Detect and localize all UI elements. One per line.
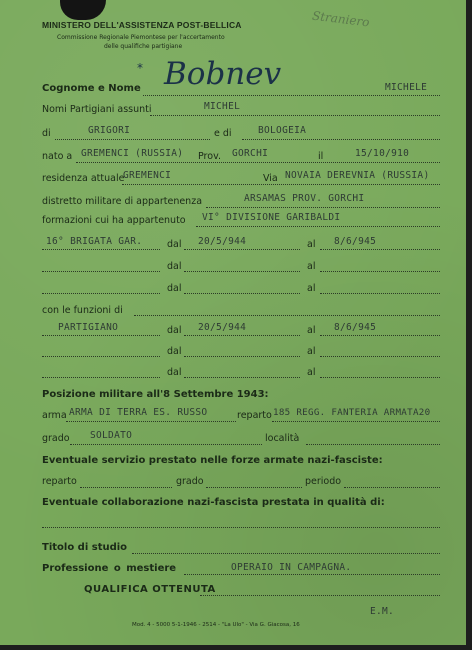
father-label: di xyxy=(42,128,51,139)
department-label: reparto xyxy=(237,410,272,421)
pencil-note: Straniero xyxy=(311,8,371,30)
fascist-department-line xyxy=(80,487,172,488)
district-line xyxy=(206,207,440,208)
functions-line xyxy=(134,315,440,316)
rank-line xyxy=(70,444,262,445)
scan-edge-right xyxy=(466,0,472,650)
surname-line xyxy=(143,95,440,96)
rank-value: SOLDATO xyxy=(90,430,133,441)
profession-line xyxy=(184,574,440,575)
formation-row3-line-c xyxy=(320,293,440,294)
function-to-label-3: al xyxy=(307,367,316,378)
born-label: nato a xyxy=(42,151,73,162)
formation-from-label-3: dal xyxy=(167,283,182,294)
fascist-department-label: reparto xyxy=(42,476,77,487)
function-to-label-2: al xyxy=(307,346,316,357)
print-info: Mod. 4 - 5000 5-1-1946 - 2514 - "La Ulo" - Via G. Giacosa, 16 xyxy=(132,622,300,628)
function-row2-line-b xyxy=(184,356,300,357)
arm-line xyxy=(66,421,236,422)
ministry-heading: MINISTERO DELL'ASSISTENZA POST-BELLICA xyxy=(42,20,242,30)
function-row1-line-c xyxy=(320,335,440,336)
function-row2-line-a xyxy=(42,356,160,357)
function-row3-line-b xyxy=(184,377,300,378)
birthplace-value: GREMENCI (RUSSIA) xyxy=(81,148,184,159)
formation-from-value: 20/5/944 xyxy=(198,236,247,247)
birth-line xyxy=(76,162,440,163)
formation-row2-line-a xyxy=(42,271,160,272)
aliases-line xyxy=(150,115,440,116)
function-from-label: dal xyxy=(167,325,182,336)
residence-line xyxy=(122,184,440,185)
functions-label: con le funzioni di xyxy=(42,305,123,316)
formation-row1-line-b xyxy=(184,249,300,250)
torn-corner xyxy=(60,0,106,20)
father-value: GRIGORI xyxy=(88,125,131,136)
district-value: ARSAMAS PROV. GORCHI xyxy=(244,193,365,204)
fascist-service-heading: Eventuale servizio prestato nelle forze armate nazi-fasciste: xyxy=(42,455,383,466)
fascist-period-label: periodo xyxy=(305,476,342,487)
function-to-value: 8/6/945 xyxy=(334,322,377,333)
fascist-period-line xyxy=(344,487,440,488)
function-row3-line-c xyxy=(320,377,440,378)
military-position-heading: Posizione militare all'8 Settembre 1943: xyxy=(42,389,269,400)
commission-line-2: delle qualifiche partigiane xyxy=(104,43,183,50)
profession-label: Professione o mestiere xyxy=(42,563,177,574)
birth-date-value: 15/10/910 xyxy=(355,148,410,159)
mother-line xyxy=(242,139,440,140)
formation-value-1: VI° DIVISIONE GARIBALDI xyxy=(202,212,341,223)
formation-to-label-3: al xyxy=(307,283,316,294)
province-value: GORCHI xyxy=(232,148,269,159)
function-row1-line-a xyxy=(42,335,160,336)
aliases-label: Nomi Partigiani assunti xyxy=(42,104,152,115)
residence-value: GREMENCI xyxy=(123,170,172,181)
initials-value: E.M. xyxy=(370,606,395,617)
formation-value-2: 16° BRIGATA GAR. xyxy=(46,236,143,247)
mother-value: BOLOGEIA xyxy=(258,125,307,136)
fascist-rank-line xyxy=(206,487,302,488)
formation-row1-line-c xyxy=(320,249,440,250)
surname-handwritten: Bobnev xyxy=(164,56,282,92)
collaboration-line xyxy=(42,527,440,528)
surname-name-label: Cognome e Nome xyxy=(42,83,141,94)
function-to-label: al xyxy=(307,325,316,336)
formation-to-value: 8/6/945 xyxy=(334,236,377,247)
profession-value: OPERAIO IN CAMPAGNA. xyxy=(231,562,352,573)
qualification-label: QUALIFICA OTTENUTA xyxy=(84,584,216,595)
formation-from-label-2: dal xyxy=(167,261,182,272)
formation-row2-line-c xyxy=(320,271,440,272)
district-label: distretto militare di appartenenza xyxy=(42,196,203,207)
scan-edge-bottom xyxy=(0,645,472,650)
formation-from-label: dal xyxy=(167,239,182,250)
locality-line xyxy=(306,444,440,445)
residence-label: residenza attuale xyxy=(42,173,125,184)
function-value: PARTIGIANO xyxy=(58,322,119,333)
birth-date-label: il xyxy=(318,151,324,162)
mother-label: e di xyxy=(214,128,232,139)
formation-to-label: al xyxy=(307,239,316,250)
function-row3-line-a xyxy=(42,377,160,378)
fascist-rank-label: grado xyxy=(176,476,204,487)
arm-value: ARMA DI TERRA ES. RUSSO xyxy=(69,407,208,418)
formation-row3-line-a xyxy=(42,293,160,294)
via-value: NOVAIA DEREVNIA (RUSSIA) xyxy=(285,170,430,181)
function-from-label-3: dal xyxy=(167,367,182,378)
department-line xyxy=(272,421,440,422)
collaboration-heading: Eventuale collaborazione nazi-fascista prestata in qualità di: xyxy=(42,497,385,508)
commission-line-1: Commissione Regionale Piemontese per l'accertamento xyxy=(57,34,225,41)
province-label: Prov. xyxy=(198,151,221,162)
department-value: 185 REGG. FANTERIA ARMATA20 xyxy=(273,407,431,418)
rank-label: grado xyxy=(42,433,70,444)
arm-label: arma xyxy=(42,410,67,421)
star-mark: * xyxy=(137,61,143,75)
formations-line xyxy=(196,226,440,227)
formations-label: formazioni cui ha appartenuto xyxy=(42,215,186,226)
via-label: Via xyxy=(263,173,278,184)
formation-row2-line-b xyxy=(184,271,300,272)
function-from-label-2: dal xyxy=(167,346,182,357)
qualification-line xyxy=(200,595,440,596)
first-name-value: MICHELE xyxy=(385,82,428,93)
study-label: Titolo di studio xyxy=(42,542,128,553)
locality-label: località xyxy=(265,433,300,444)
study-line xyxy=(132,553,440,554)
function-row1-line-b xyxy=(184,335,300,336)
formation-to-label-2: al xyxy=(307,261,316,272)
father-line xyxy=(55,139,210,140)
formation-row1-line-a xyxy=(42,249,160,250)
function-row2-line-c xyxy=(320,356,440,357)
formation-row3-line-b xyxy=(184,293,300,294)
alias-value: MICHEL xyxy=(204,101,241,112)
function-from-value: 20/5/944 xyxy=(198,322,247,333)
